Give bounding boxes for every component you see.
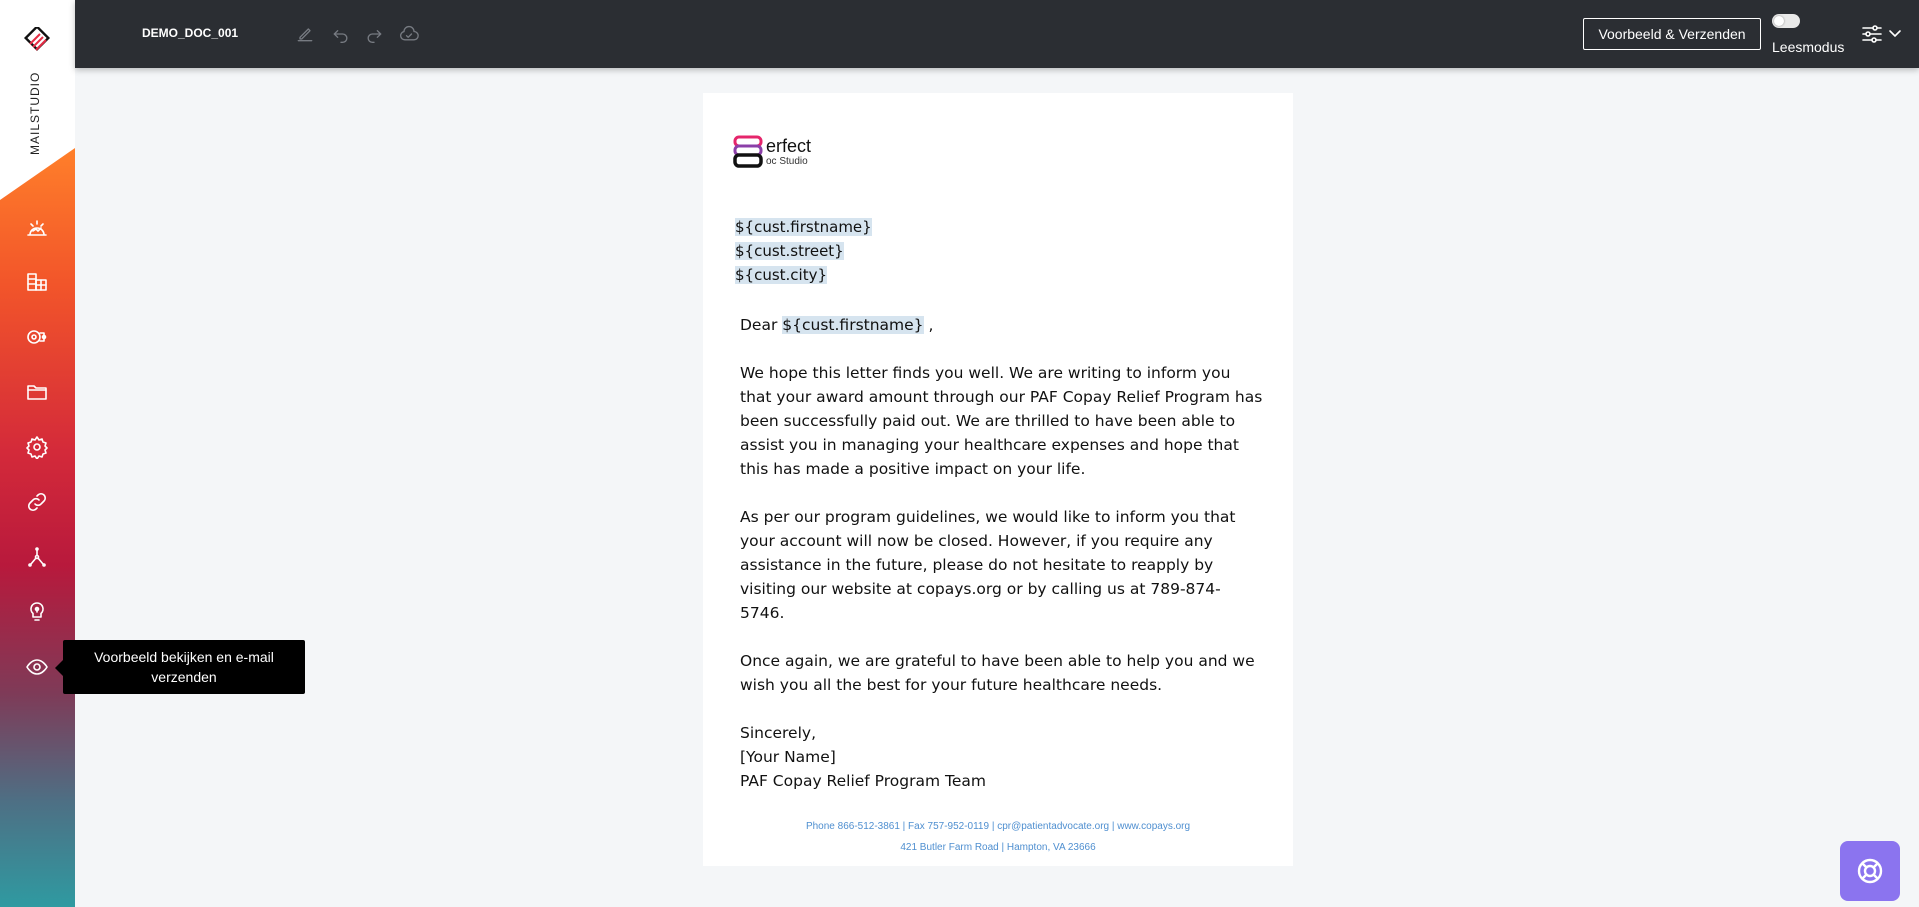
logo-text: erfect: [766, 136, 812, 156]
undo-icon[interactable]: [329, 22, 353, 46]
placeholder-street[interactable]: ${cust.street}: [735, 242, 844, 260]
greeting-suffix: ,: [923, 316, 934, 334]
company-logo: [733, 135, 823, 169]
closing-line: Sincerely,: [740, 724, 817, 742]
preview-eye-icon[interactable]: [24, 654, 50, 680]
sliders-icon: [1860, 22, 1884, 46]
cloud-saved-icon[interactable]: [397, 22, 421, 46]
chevron-down-icon: [1888, 27, 1902, 41]
placeholder-firstname[interactable]: ${cust.firstname}: [735, 218, 872, 236]
document-page[interactable]: [703, 93, 1293, 866]
app-logo-icon[interactable]: [21, 27, 53, 59]
placeholder-city[interactable]: ${cust.city}: [735, 266, 828, 284]
edit-pencil-icon[interactable]: [293, 22, 317, 46]
greeting-placeholder[interactable]: ${cust.firstname}: [782, 316, 924, 334]
preview-send-button[interactable]: Voorbeeld & Verzenden: [1583, 18, 1761, 50]
document-name[interactable]: DEMO_DOC_001: [142, 26, 239, 40]
link-icon[interactable]: [24, 489, 50, 515]
lifebuoy-icon: [1855, 856, 1885, 886]
dashboard-icon[interactable]: [24, 214, 50, 240]
read-mode-label: Leesmodus: [1772, 39, 1845, 55]
signature-team: PAF Copay Relief Program Team: [740, 772, 986, 790]
logo-subtext: oc Studio: [766, 156, 808, 167]
toggle-knob: [1774, 16, 1784, 26]
redo-icon[interactable]: [362, 22, 386, 46]
letter-body[interactable]: [740, 313, 1265, 793]
paragraph-3: Once again, we are grateful to have been able to help you and we wish you all the best for your future healthcare needs.: [740, 652, 1255, 694]
settings-menu[interactable]: [1860, 22, 1910, 46]
paragraph-1: We hope this letter finds you well. We are writing to inform you that your award amount through our PAF Copay Relief Program has been successfully paid out. We are thrilled to have been able to assist you in managing your healthcare expenses and hope that this has made a positive impact on your life.: [740, 364, 1263, 478]
closing-block: [740, 721, 1265, 793]
app-brand-name: MAILSTUDIO: [28, 71, 42, 155]
footer-contact: Phone 866-512-3861 | Fax 757-952-0119 | cpr@patientadvocate.org | www.copays.org: [805, 821, 1191, 832]
sidebar-gradient: [0, 148, 75, 907]
ideas-icon[interactable]: [24, 599, 50, 625]
templates-icon[interactable]: [24, 269, 50, 295]
signature-name: [Your Name]: [740, 748, 836, 766]
components-icon[interactable]: [24, 324, 50, 350]
footer-address: 421 Butler Farm Road | Hampton, VA 23666: [900, 842, 1096, 853]
folder-icon[interactable]: [24, 379, 50, 405]
integrations-icon[interactable]: [24, 544, 50, 570]
settings-gear-icon[interactable]: [24, 434, 50, 460]
help-button[interactable]: [1840, 841, 1900, 901]
top-bar: [75, 0, 1919, 68]
perfect-doc-logo-icon: [733, 135, 769, 169]
greeting-prefix: Dear: [740, 316, 783, 334]
paragraph-2: As per our program guidelines, we would like to inform you that your account will now be closed. However, if you require any assistance in the future, please do not hesitate to reapply by visiting our website at copays.org or by calling us at 789-874-5746.: [740, 508, 1236, 622]
address-block: [735, 215, 872, 287]
read-mode-toggle[interactable]: [1772, 14, 1800, 28]
greeting: [740, 313, 1265, 337]
preview-tooltip: Voorbeeld bekijken en e-mail verzenden: [63, 640, 305, 694]
sidebar: [0, 0, 75, 907]
